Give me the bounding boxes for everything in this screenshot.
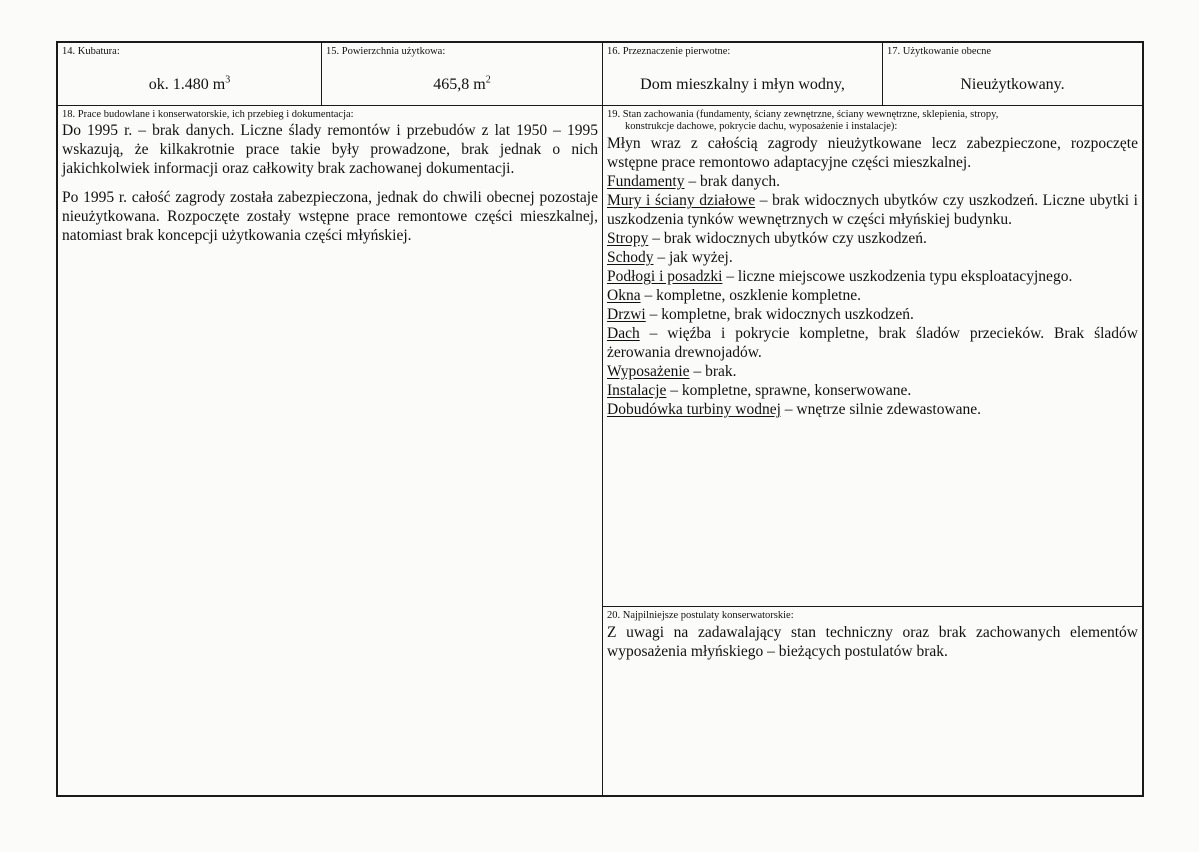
field-15-powierzchnia <box>322 43 603 106</box>
field-18-content <box>58 121 602 245</box>
field-19-item: Instalacje – kompletne, sprawne, konserwowane. <box>607 382 912 399</box>
field-19-item: Fundamenty – brak danych. <box>607 173 781 190</box>
field-18-label: 18. Prace budowlane i konserwatorskie, ich przebieg i dokumentacja: <box>62 109 354 120</box>
field-14-kubatura <box>58 43 322 106</box>
field-19-item: Dach – więźba i pokrycie kompletne, brak śladów przecieków. Brak śladów żerowania drewnojadów. <box>607 325 1138 361</box>
field-19-item: Okna – kompletne, oszklenie kompletne. <box>607 287 861 304</box>
field-14-value: ok. 1.480 $m^3$ <box>148 74 231 93</box>
field-19-item: Podłogi i posadzki – liczne miejscowe uszkodzenia typu eksploatacyjnego. <box>607 268 1073 285</box>
field-19-item: Wyposażenie – brak. <box>607 363 737 380</box>
field-15-value: 465,8 $m^2$ <box>433 74 491 93</box>
field-19-label-line2: konstrukcje dachowe, pokrycie dachu, wyposażenie i instalacje): <box>625 121 898 132</box>
field-18-paragraph: Do 1995 r. – brak danych. Liczne ślady remontów i przebudów z lat 1950 – 1995 wskazują, że kilkakrotnie prace takie były prowadzone, brak jednak o nich jakichkolwiek informacji oraz całkowity brak zachowanej dokumentacji. <box>62 122 598 177</box>
field-16-value: Dom mieszkalny i młyn wodny, <box>640 76 845 93</box>
form-frame <box>56 41 1144 797</box>
field-16-label: 16. Przeznaczenie pierwotne: <box>607 46 731 57</box>
field-19-stan-zachowania <box>603 106 1142 607</box>
field-14-label: 14. Kubatura: <box>62 46 120 57</box>
field-19-item: Mury i ściany działowe – brak widocznych ubytków czy uszkodzeń. Liczne ubytki i uszkodzenia tynków wewnętrznych w części młyńskiej budynku. <box>607 192 1138 228</box>
field-20-postulaty <box>603 607 1142 795</box>
field-15-label: 15. Powierzchnia użytkowa: <box>326 46 446 57</box>
field-19-label-line1: 19. Stan zachowania (fundamenty, ściany zewnętrzne, ściany wewnętrzne, sklepienia, stropy, <box>607 109 999 120</box>
field-20-label: 20. Najpilniejsze postulaty konserwatorskie: <box>607 610 794 621</box>
field-19-item: Dobudówka turbiny wodnej – wnętrze silnie zdewastowane. <box>607 401 982 418</box>
field-19-item: Schody – jak wyżej. <box>607 249 733 266</box>
field-19-intro: Młyn wraz z całością zagrody nieużytkowane lecz zabezpieczone, rozpoczęte wstępne prace remontowo adaptacyjne części mieszkalnej. <box>607 135 1138 171</box>
field-20-text: Z uwagi na zadawalający stan techniczny oraz brak zachowanych elementów wyposażenia młyńskiego – bieżących postulatów brak. <box>607 624 1138 660</box>
field-17-uzytkowanie <box>883 43 1142 106</box>
field-17-value: Nieużytkowany. <box>960 76 1065 93</box>
field-17-label: 17. Użytkowanie obecne <box>887 46 992 57</box>
field-19-item: Drzwi – kompletne, brak widocznych uszkodzeń. <box>607 306 914 323</box>
field-19-item: Stropy – brak widocznych ubytków czy uszkodzeń. <box>607 230 927 247</box>
field-18-paragraph: Po 1995 r. całość zagrody została zabezpieczona, jednak do chwili obecnej pozostaje nieużytkowana. Rozpoczęte zostały wstępne prace remontowe części mieszkalnej, natomiast brak koncepcji użytkowania części młyńskiej. <box>62 189 598 244</box>
field-19-label <box>603 106 1142 133</box>
field-16-przeznaczenie <box>603 43 883 106</box>
field-19-content <box>603 134 1142 419</box>
field-18-prace <box>58 106 603 795</box>
